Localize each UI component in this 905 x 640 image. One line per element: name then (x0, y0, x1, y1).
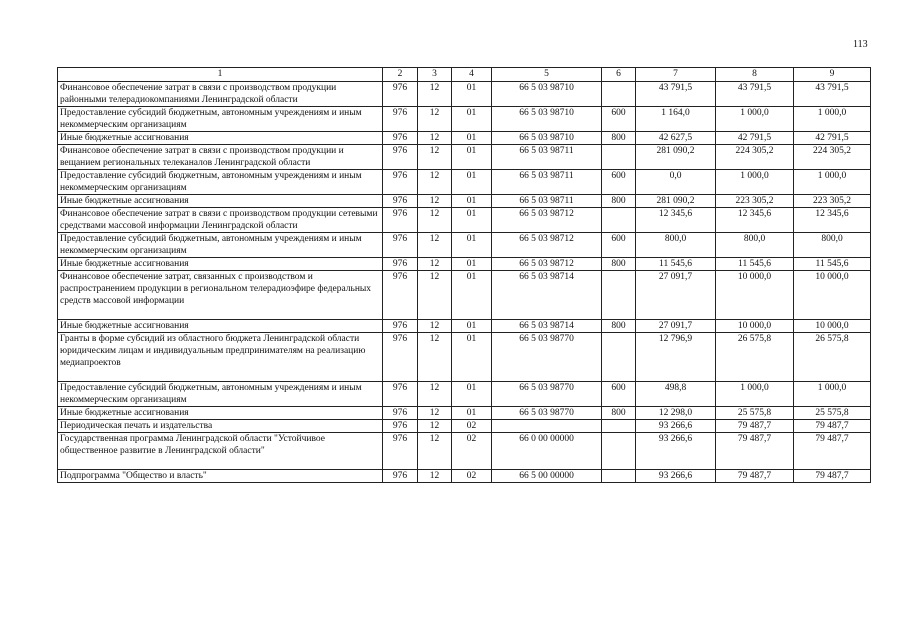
subsection-code: 01 (452, 333, 492, 382)
row-spacer (60, 307, 380, 319)
department-code: 976 (383, 333, 418, 382)
column-header: 6 (602, 68, 636, 82)
row-name (58, 420, 383, 433)
row-name (58, 170, 383, 195)
department-code: 976 (383, 208, 418, 233)
amount-col8: 12 345,6 (716, 208, 794, 233)
row-name-text: Иные бюджетные ассигнования (60, 321, 189, 331)
amount-col8: 79 487,7 (716, 470, 794, 483)
target-article: 66 5 03 98770 (492, 407, 602, 420)
department-code: 976 (383, 420, 418, 433)
column-header: 2 (383, 68, 418, 82)
amount-col8: 1 000,0 (716, 382, 794, 407)
amount-col9: 10 000,0 (794, 320, 871, 333)
amount-col7: 281 090,2 (636, 145, 716, 170)
subsection-code: 01 (452, 132, 492, 145)
row-name (58, 195, 383, 208)
table-row (58, 132, 871, 145)
amount-col8: 79 487,7 (716, 433, 794, 470)
column-header: 8 (716, 68, 794, 82)
target-article: 66 0 00 00000 (492, 433, 602, 470)
amount-col8: 1 000,0 (716, 107, 794, 132)
amount-col8: 1 000,0 (716, 170, 794, 195)
target-article: 66 5 03 98712 (492, 258, 602, 271)
subsection-code: 01 (452, 208, 492, 233)
table-row (58, 195, 871, 208)
amount-col9: 42 791,5 (794, 132, 871, 145)
department-code: 976 (383, 145, 418, 170)
expense-type: 800 (602, 258, 636, 271)
table-row (58, 145, 871, 170)
row-name-text: Предоставление субсидий бюджетным, автономным учреждениям и иным некоммерческим организациям (60, 171, 362, 193)
amount-col9: 25 575,8 (794, 407, 871, 420)
table-row (58, 433, 871, 470)
department-code: 976 (383, 195, 418, 208)
target-article: 66 5 03 98714 (492, 271, 602, 320)
table-row (58, 407, 871, 420)
amount-col8: 26 575,8 (716, 333, 794, 382)
amount-col8: 10 000,0 (716, 271, 794, 320)
expense-type: 600 (602, 233, 636, 258)
department-code: 976 (383, 233, 418, 258)
subsection-code: 01 (452, 233, 492, 258)
amount-col7: 498,8 (636, 382, 716, 407)
department-code: 976 (383, 132, 418, 145)
table-row (58, 258, 871, 271)
target-article: 66 5 03 98710 (492, 107, 602, 132)
row-name (58, 107, 383, 132)
amount-col7: 12 796,9 (636, 333, 716, 382)
expense-type: 600 (602, 107, 636, 132)
subsection-code: 01 (452, 145, 492, 170)
amount-col9: 10 000,0 (794, 271, 871, 320)
section-code: 12 (418, 470, 452, 483)
row-name (58, 208, 383, 233)
table-row (58, 82, 871, 107)
subsection-code: 02 (452, 433, 492, 470)
amount-col9: 26 575,8 (794, 333, 871, 382)
row-name-text: Предоставление субсидий бюджетным, автономным учреждениям и иным некоммерческим организациям (60, 234, 362, 256)
column-header: 3 (418, 68, 452, 82)
amount-col7: 93 266,6 (636, 420, 716, 433)
section-code: 12 (418, 208, 452, 233)
expense-type (602, 82, 636, 107)
table-row (58, 107, 871, 132)
amount-col7: 12 345,6 (636, 208, 716, 233)
amount-col8: 79 487,7 (716, 420, 794, 433)
amount-col8: 224 305,2 (716, 145, 794, 170)
section-code: 12 (418, 258, 452, 271)
department-code: 976 (383, 82, 418, 107)
department-code: 976 (383, 107, 418, 132)
section-code: 12 (418, 333, 452, 382)
subsection-code: 01 (452, 170, 492, 195)
section-code: 12 (418, 145, 452, 170)
section-code: 12 (418, 407, 452, 420)
subsection-code: 02 (452, 420, 492, 433)
expense-type (602, 271, 636, 320)
section-code: 12 (418, 170, 452, 195)
target-article: 66 5 03 98711 (492, 195, 602, 208)
table-row (58, 233, 871, 258)
subsection-code: 01 (452, 195, 492, 208)
column-header: 9 (794, 68, 871, 82)
amount-col7: 93 266,6 (636, 470, 716, 483)
amount-col9: 800,0 (794, 233, 871, 258)
row-name-text: Предоставление субсидий бюджетным, автономным учреждениям и иным некоммерческим организациям (60, 383, 362, 405)
target-article: 66 5 03 98714 (492, 320, 602, 333)
page-number: 113 (853, 39, 868, 50)
amount-col9: 1 000,0 (794, 170, 871, 195)
table-row (58, 320, 871, 333)
column-header: 1 (58, 68, 383, 82)
section-code: 12 (418, 420, 452, 433)
amount-col9: 79 487,7 (794, 420, 871, 433)
department-code: 976 (383, 407, 418, 420)
table-row (58, 208, 871, 233)
subsection-code: 01 (452, 271, 492, 320)
amount-col9: 12 345,6 (794, 208, 871, 233)
section-code: 12 (418, 82, 452, 107)
amount-col7: 0,0 (636, 170, 716, 195)
target-article: 66 5 03 98712 (492, 233, 602, 258)
amount-col9: 1 000,0 (794, 382, 871, 407)
target-article: 66 5 03 98770 (492, 382, 602, 407)
amount-col8: 11 545,6 (716, 258, 794, 271)
row-name-text: Финансовое обеспечение затрат в связи с производством продукции сетевыми средствами массовой информации Ленинградской области (60, 209, 378, 231)
row-name-text: Финансовое обеспечение затрат в связи с производством продукции и вещанием региональных телеканалов Ленинградской области (60, 146, 344, 168)
row-name-text: Периодическая печать и издательства (60, 421, 213, 431)
amount-col9: 224 305,2 (794, 145, 871, 170)
row-name (58, 233, 383, 258)
section-code: 12 (418, 271, 452, 320)
department-code: 976 (383, 320, 418, 333)
expense-type (602, 420, 636, 433)
amount-col7: 800,0 (636, 233, 716, 258)
row-name-text: Иные бюджетные ассигнования (60, 259, 189, 269)
department-code: 976 (383, 470, 418, 483)
department-code: 976 (383, 170, 418, 195)
row-name (58, 382, 383, 407)
section-code: 12 (418, 320, 452, 333)
section-code: 12 (418, 195, 452, 208)
row-name (58, 132, 383, 145)
column-header: 5 (492, 68, 602, 82)
row-name-text: Гранты в форме субсидий из областного бюджета Ленинградской области юридическим лицам и индивидуальным предпринимателям на реализацию медиапроектов (60, 334, 366, 368)
target-article: 66 5 00 00000 (492, 470, 602, 483)
amount-col8: 43 791,5 (716, 82, 794, 107)
target-article: 66 5 03 98711 (492, 170, 602, 195)
amount-col9: 79 487,7 (794, 433, 871, 470)
target-article (492, 420, 602, 433)
row-name (58, 320, 383, 333)
amount-col8: 25 575,8 (716, 407, 794, 420)
expense-type: 800 (602, 195, 636, 208)
subsection-code: 01 (452, 382, 492, 407)
row-name (58, 333, 383, 382)
amount-col9: 223 305,2 (794, 195, 871, 208)
row-name (58, 82, 383, 107)
amount-col8: 10 000,0 (716, 320, 794, 333)
department-code: 976 (383, 271, 418, 320)
section-code: 12 (418, 382, 452, 407)
subsection-code: 01 (452, 258, 492, 271)
row-name (58, 470, 383, 483)
section-code: 12 (418, 233, 452, 258)
target-article: 66 5 03 98712 (492, 208, 602, 233)
target-article: 66 5 03 98770 (492, 333, 602, 382)
budget-table (57, 67, 871, 483)
amount-col9: 79 487,7 (794, 470, 871, 483)
table-row (58, 333, 871, 382)
table-row (58, 170, 871, 195)
header-row (58, 68, 871, 82)
department-code: 976 (383, 382, 418, 407)
amount-col7: 93 266,6 (636, 433, 716, 470)
expense-type: 600 (602, 382, 636, 407)
row-name (58, 433, 383, 470)
table-row (58, 420, 871, 433)
row-name (58, 258, 383, 271)
subsection-code: 01 (452, 320, 492, 333)
subsection-code: 02 (452, 470, 492, 483)
expense-type (602, 208, 636, 233)
table-row (58, 382, 871, 407)
row-name-text: Иные бюджетные ассигнования (60, 133, 189, 143)
row-name (58, 271, 383, 320)
amount-col7: 42 627,5 (636, 132, 716, 145)
amount-col7: 12 298,0 (636, 407, 716, 420)
subsection-code: 01 (452, 107, 492, 132)
row-name-text: Подпрограмма "Общество и власть" (60, 471, 207, 481)
amount-col7: 27 091,7 (636, 320, 716, 333)
expense-type (602, 333, 636, 382)
amount-col8: 800,0 (716, 233, 794, 258)
column-header: 4 (452, 68, 492, 82)
section-code: 12 (418, 132, 452, 145)
row-name-text: Финансовое обеспечение затрат, связанных с производством и распространением продукции в региональном телерадиоэфире федеральных средств массовой информации (60, 272, 372, 306)
row-spacer (60, 369, 380, 381)
row-name-text: Иные бюджетные ассигнования (60, 408, 189, 418)
row-name (58, 145, 383, 170)
expense-type (602, 433, 636, 470)
subsection-code: 01 (452, 82, 492, 107)
amount-col7: 11 545,6 (636, 258, 716, 271)
expense-type (602, 470, 636, 483)
expense-type: 800 (602, 132, 636, 145)
column-header: 7 (636, 68, 716, 82)
table-row (58, 470, 871, 483)
expense-type (602, 145, 636, 170)
amount-col9: 11 545,6 (794, 258, 871, 271)
expense-type: 600 (602, 170, 636, 195)
amount-col7: 27 091,7 (636, 271, 716, 320)
amount-col9: 43 791,5 (794, 82, 871, 107)
row-name-text: Государственная программа Ленинградской области "Устойчивое общественное развитие в Ленинградской области" (60, 434, 325, 456)
department-code: 976 (383, 258, 418, 271)
row-spacer (60, 457, 380, 469)
section-code: 12 (418, 107, 452, 132)
section-code: 12 (418, 433, 452, 470)
amount-col9: 1 000,0 (794, 107, 871, 132)
target-article: 66 5 03 98710 (492, 132, 602, 145)
row-name-text: Иные бюджетные ассигнования (60, 196, 189, 206)
amount-col7: 281 090,2 (636, 195, 716, 208)
target-article: 66 5 03 98710 (492, 82, 602, 107)
amount-col8: 42 791,5 (716, 132, 794, 145)
amount-col8: 223 305,2 (716, 195, 794, 208)
table-row (58, 271, 871, 320)
target-article: 66 5 03 98711 (492, 145, 602, 170)
row-name-text: Предоставление субсидий бюджетным, автономным учреждениям и иным некоммерческим организациям (60, 108, 362, 130)
amount-col7: 1 164,0 (636, 107, 716, 132)
expense-type: 800 (602, 320, 636, 333)
amount-col7: 43 791,5 (636, 82, 716, 107)
expense-type: 800 (602, 407, 636, 420)
row-name (58, 407, 383, 420)
subsection-code: 01 (452, 407, 492, 420)
row-name-text: Финансовое обеспечение затрат в связи с производством продукции районными телерадиокомпаниями Ленинградской области (60, 83, 337, 105)
department-code: 976 (383, 433, 418, 470)
